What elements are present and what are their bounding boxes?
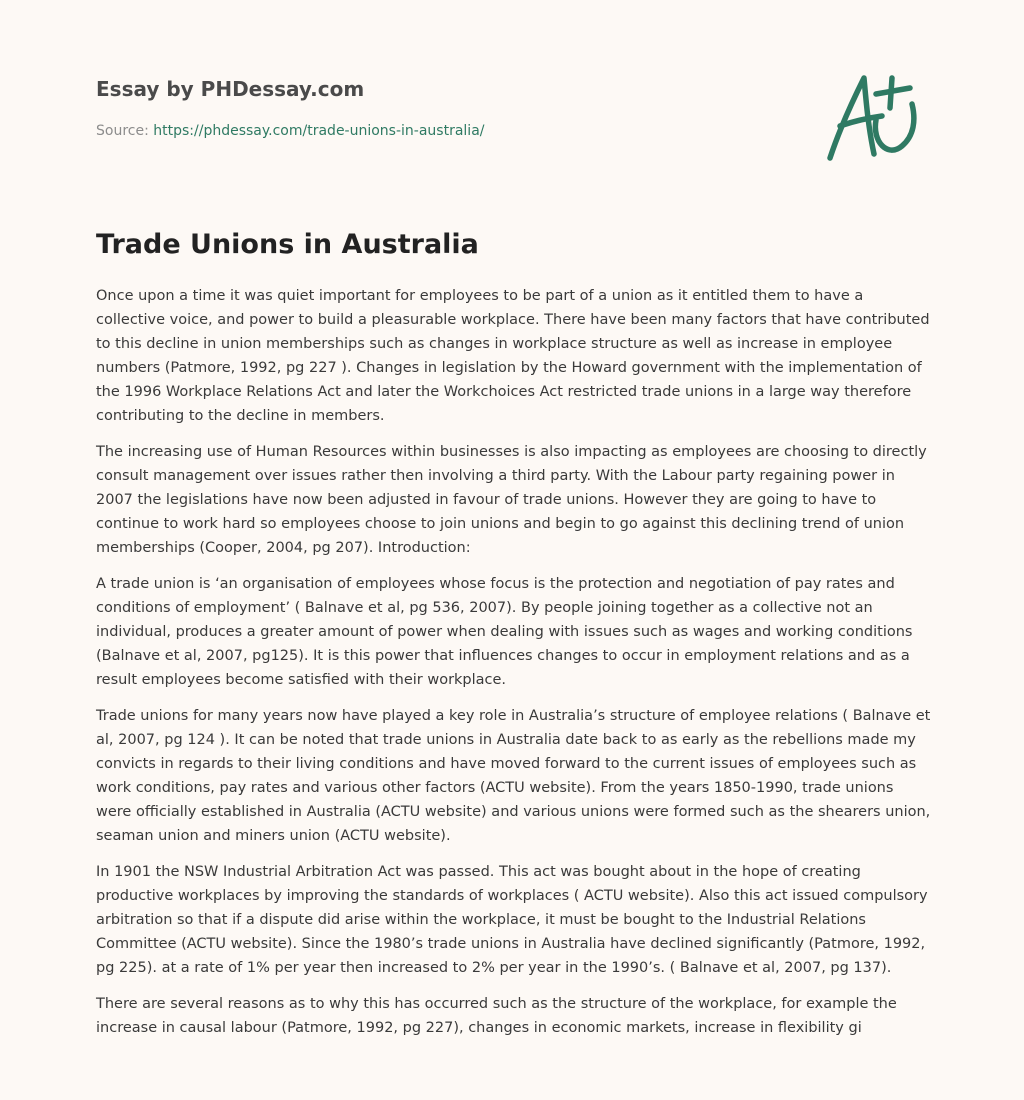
article-paragraph: In 1901 the NSW Industrial Arbitration Act was passed. This act was bought about in the hope of creating productive workplaces by improving the standards of workplaces ( ACTU website). Also this act issued compulsory arbitration so that if a dispute did arise within the workplace, it must be bought to the Industrial Relations Committee (ACTU website). Since the 1980’s trade unions in Australia have declined significantly (Patmore, 1992, pg 225). at a rate of 1% per year then increased to 2% per year in the 1990’s. ( Balnave et al, 2007, pg 137). <box>96 864 928 976</box>
bottom-fade <box>0 1094 1024 1100</box>
article-paragraph: There are several reasons as to why this has occurred such as the structure of the workplace, for example the increase in causal labour (Patmore, 1992, pg 227), changes in economic markets, increase in flexibility gi <box>96 996 897 1036</box>
a-plus-logo-icon <box>818 66 930 166</box>
article-paragraph: Once upon a time it was quiet important for employees to be part of a union as it entitled them to have a collective voice, and power to build a pleasurable workplace. There have been many factors that have contributed to this decline in union memberships such as changes in workplace structure as well as increase in employee numbers (Patmore, 1992, pg 227 ). Changes in legislation by the Howard government with the implementation of the 1996 Workplace Relations Act and later the Workchoices Act restricted trade unions in a large way therefore contributing to the decline in members. <box>96 288 930 424</box>
article-title: Trade Unions in Australia <box>96 229 479 260</box>
article-body <box>96 284 932 1052</box>
article-paragraph: Trade unions for many years now have played a key role in Australia’s structure of employee relations ( Balnave et al, 2007, pg 124 ). It can be noted that trade unions in Australia date back to as early as the rebellions made my convicts in regards to their living conditions and have moved forward to the current issues of employees such as work conditions, pay rates and various other factors (ACTU website). From the years 1850-1990, trade unions were officially established in Australia (ACTU website) and various unions were formed such as the shearers union, seaman union and miners union (ACTU website). <box>96 708 931 844</box>
article-paragraph: A trade union is ‘an organisation of employees whose focus is the protection and negotiation of pay rates and conditions of employment’ ( Balnave et al, pg 536, 2007). By people joining together as a collective not an individual, produces a greater amount of power when dealing with issues such as wages and working conditions (Balnave et al, 2007, pg125). It is this power that influences changes to occur in employment relations and as a result employees become satisfied with their workplace. <box>96 576 913 688</box>
source-link[interactable]: https://phdessay.com/trade-unions-in-australia/ <box>153 123 485 139</box>
brand-title: Essay by PHDessay.com <box>96 77 365 101</box>
source-label: Source: <box>96 123 149 139</box>
article-paragraph: The increasing use of Human Resources within businesses is also impacting as employees are choosing to directly consult management over issues rather then involving a third party. With the Labour party regaining power in 2007 the legislations have now been adjusted in favour of trade unions. However they are going to have to continue to work hard so employees choose to join unions and begin to go against this declining trend of union memberships (Cooper, 2004, pg 207). Introduction: <box>96 444 927 556</box>
source-line <box>96 121 796 141</box>
essay-header <box>96 74 796 141</box>
